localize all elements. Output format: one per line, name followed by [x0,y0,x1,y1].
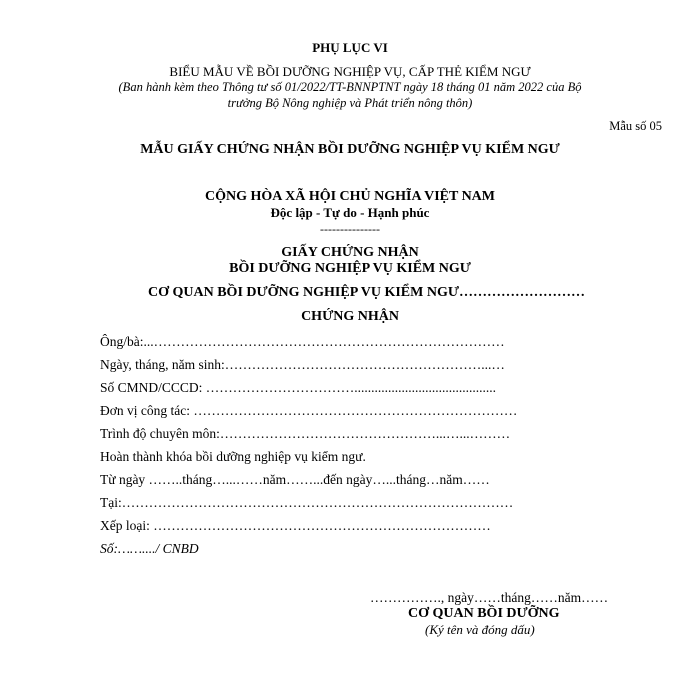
field-completion-statement: Hoàn thành khóa bồi dưỡng nghiệp vụ kiểm ngư. [100,449,366,464]
form-title: BIỂU MẪU VỀ BỒI DƯỠNG NGHIỆP VỤ, CẤP THẺ KIỂM NGƯ [169,64,531,79]
template-title: MẪU GIẤY CHỨNG NHẬN BỒI DƯỠNG NGHIỆP VỤ KIỂM NGƯ [140,142,560,157]
certificate-title-1: GIẤY CHỨNG NHẬN [281,245,419,260]
appendix-title: PHỤ LỤC VI [312,40,388,55]
national-motto: Độc lập - Tự do - Hạnh phúc [270,205,430,220]
field-date-range: Từ ngày ……..tháng…...……năm……...đến ngày…...tháng…năm…… [100,472,490,487]
certificate-title-2: BỒI DƯỠNG NGHIỆP VỤ KIỂM NGƯ [229,261,471,276]
signature-note: (Ký tên và đóng dấu) [425,622,535,637]
field-grade: Xếp loại: ………………………………………………………………… [100,518,491,533]
issued-line-2: trưởng Bộ Nông nghiệp và Phát triển nông thôn) [227,96,473,110]
signature-agency: CƠ QUAN BỒI DƯỠNG [408,606,560,621]
training-agency-line: CƠ QUAN BỒI DƯỠNG NGHIỆP VỤ KIỂM NGƯ……………………… [148,285,585,300]
field-birth-date: Ngày, tháng, năm sinh:…………………………………………………...… [100,357,505,372]
field-id-number: Số CMND/CCCD: …………………………….......................................... [100,380,497,395]
field-certificate-number: Số:……..../ CNBD [100,541,199,556]
form-number: Mẫu số 05 [609,119,662,133]
field-qualification: Trình độ chuyên môn:…………………………………………...…...……… [100,426,511,441]
field-workplace: Đơn vị công tác: ……………………………………………………………… [100,403,518,418]
field-name: Ông/bà:...…………………………………………………………………… [100,334,505,349]
separator: --------------- [320,222,380,236]
field-location: Tại:…………………………………………………………………………… [100,495,514,510]
certifies-heading: CHỨNG NHẬN [301,309,399,324]
signature-date-line: ……………., ngày……tháng……năm…… [370,590,609,605]
issued-line-1: (Ban hành kèm theo Thông tư số 01/2022/TT-BNNPTNT ngày 18 tháng 01 năm 2022 của Bộ [118,80,582,94]
country-name: CỘNG HÒA XÃ HỘI CHỦ NGHĨA VIỆT NAM [204,189,495,204]
